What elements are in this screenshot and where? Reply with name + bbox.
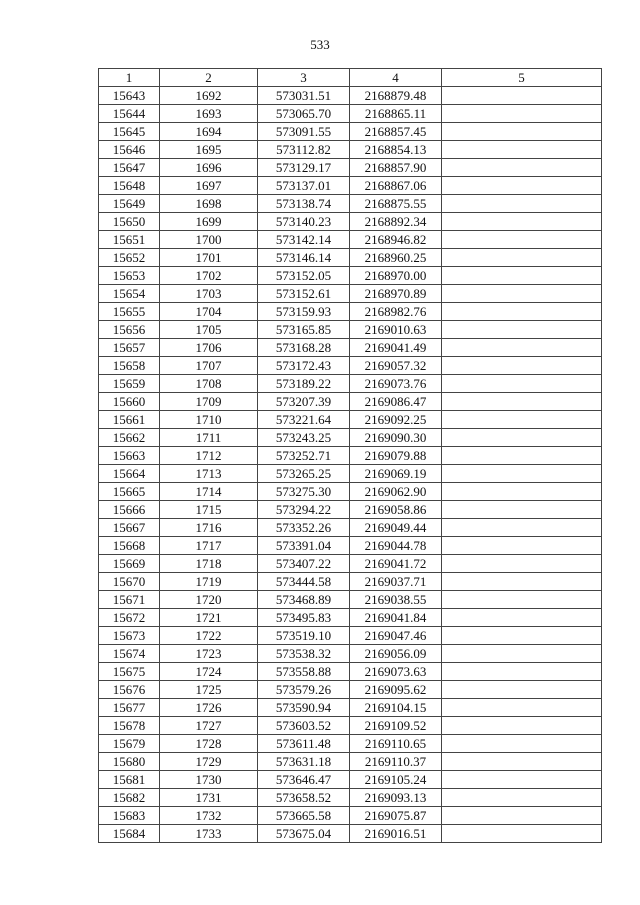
table-cell: 1733	[160, 825, 258, 843]
table-cell	[442, 483, 602, 501]
table-cell: 2169047.46	[350, 627, 442, 645]
table-cell: 2169093.13	[350, 789, 442, 807]
table-cell: 15670	[99, 573, 160, 591]
table-cell: 1709	[160, 393, 258, 411]
table-cell: 15648	[99, 177, 160, 195]
table-row	[99, 591, 602, 609]
table-cell: 1725	[160, 681, 258, 699]
table-cell	[442, 105, 602, 123]
table-row	[99, 375, 602, 393]
header-row	[99, 69, 602, 87]
table-cell: 15644	[99, 105, 160, 123]
table-cell: 15665	[99, 483, 160, 501]
table-cell: 15675	[99, 663, 160, 681]
table-cell	[442, 753, 602, 771]
table-cell: 573129.17	[258, 159, 350, 177]
table-cell: 573189.22	[258, 375, 350, 393]
table-cell: 573065.70	[258, 105, 350, 123]
table-cell: 1692	[160, 87, 258, 105]
table-row	[99, 663, 602, 681]
table-cell	[442, 591, 602, 609]
table-cell	[442, 393, 602, 411]
table-cell: 573631.18	[258, 753, 350, 771]
table-cell: 1729	[160, 753, 258, 771]
table-cell: 2169110.37	[350, 753, 442, 771]
table-cell: 2169090.30	[350, 429, 442, 447]
table-cell: 573294.22	[258, 501, 350, 519]
table-cell	[442, 231, 602, 249]
table-cell: 1711	[160, 429, 258, 447]
table-body	[99, 87, 602, 843]
table-cell: 2169105.24	[350, 771, 442, 789]
table-cell	[442, 177, 602, 195]
table-cell: 15660	[99, 393, 160, 411]
table-cell	[442, 213, 602, 231]
table-cell: 2169110.65	[350, 735, 442, 753]
table-cell: 1719	[160, 573, 258, 591]
table-cell: 1715	[160, 501, 258, 519]
table-cell: 573112.82	[258, 141, 350, 159]
table-cell: 1718	[160, 555, 258, 573]
table-cell	[442, 627, 602, 645]
table-cell: 15678	[99, 717, 160, 735]
table-cell: 2169092.25	[350, 411, 442, 429]
table-cell: 573152.61	[258, 285, 350, 303]
table-cell: 2168946.82	[350, 231, 442, 249]
table-cell: 2168982.76	[350, 303, 442, 321]
table-cell: 15651	[99, 231, 160, 249]
table-cell: 1693	[160, 105, 258, 123]
table-cell: 1710	[160, 411, 258, 429]
table-cell: 573407.22	[258, 555, 350, 573]
table-cell: 15662	[99, 429, 160, 447]
table-cell: 2168970.89	[350, 285, 442, 303]
table-cell: 15680	[99, 753, 160, 771]
table-cell	[442, 825, 602, 843]
table-cell: 1708	[160, 375, 258, 393]
table-cell: 15673	[99, 627, 160, 645]
table-cell	[442, 537, 602, 555]
table-cell: 15677	[99, 699, 160, 717]
table-cell: 15645	[99, 123, 160, 141]
table-row	[99, 537, 602, 555]
table-row	[99, 771, 602, 789]
table-cell: 2169038.55	[350, 591, 442, 609]
table-cell	[442, 195, 602, 213]
table-cell: 573142.14	[258, 231, 350, 249]
table-cell: 573646.47	[258, 771, 350, 789]
table-cell	[442, 339, 602, 357]
table-cell: 1698	[160, 195, 258, 213]
table-row	[99, 123, 602, 141]
table-cell: 2168875.55	[350, 195, 442, 213]
table-cell: 573603.52	[258, 717, 350, 735]
column-header: 3	[258, 69, 350, 87]
table-cell: 1697	[160, 177, 258, 195]
table-cell: 573031.51	[258, 87, 350, 105]
table-row	[99, 105, 602, 123]
table-cell: 15669	[99, 555, 160, 573]
table-cell: 15652	[99, 249, 160, 267]
table-row	[99, 573, 602, 591]
table-cell: 1727	[160, 717, 258, 735]
table-row	[99, 735, 602, 753]
table-cell	[442, 663, 602, 681]
table-cell	[442, 645, 602, 663]
page-number: 533	[310, 37, 330, 52]
table-cell: 2169086.47	[350, 393, 442, 411]
table-cell: 1713	[160, 465, 258, 483]
table-cell: 2169104.15	[350, 699, 442, 717]
table-row	[99, 285, 602, 303]
table-cell: 573352.26	[258, 519, 350, 537]
table-row	[99, 303, 602, 321]
table-cell: 573391.04	[258, 537, 350, 555]
column-header: 4	[350, 69, 442, 87]
table-cell: 573265.25	[258, 465, 350, 483]
table-cell: 573091.55	[258, 123, 350, 141]
table-cell: 1696	[160, 159, 258, 177]
table-row	[99, 231, 602, 249]
table-cell: 573152.05	[258, 267, 350, 285]
table-row	[99, 519, 602, 537]
table-cell	[442, 375, 602, 393]
table-row	[99, 321, 602, 339]
table-cell: 15654	[99, 285, 160, 303]
table-cell: 573468.89	[258, 591, 350, 609]
table-cell	[442, 159, 602, 177]
table-cell: 1726	[160, 699, 258, 717]
table-cell: 2169073.63	[350, 663, 442, 681]
table-row	[99, 429, 602, 447]
table-cell: 15667	[99, 519, 160, 537]
table-row	[99, 807, 602, 825]
table-row	[99, 159, 602, 177]
table-cell	[442, 249, 602, 267]
table-cell: 2169075.87	[350, 807, 442, 825]
table-cell: 1707	[160, 357, 258, 375]
table-cell: 573137.01	[258, 177, 350, 195]
table-cell: 15676	[99, 681, 160, 699]
table-cell: 573579.26	[258, 681, 350, 699]
table-row	[99, 645, 602, 663]
table-cell: 573675.04	[258, 825, 350, 843]
table-cell: 2169016.51	[350, 825, 442, 843]
table-cell	[442, 735, 602, 753]
table-cell	[442, 699, 602, 717]
table-cell: 2168865.11	[350, 105, 442, 123]
table-cell: 573558.88	[258, 663, 350, 681]
table-cell	[442, 87, 602, 105]
table-cell	[442, 807, 602, 825]
table-cell: 573665.58	[258, 807, 350, 825]
table-cell: 573159.93	[258, 303, 350, 321]
table-cell: 573207.39	[258, 393, 350, 411]
table-cell: 2168854.13	[350, 141, 442, 159]
table-cell: 1731	[160, 789, 258, 807]
table-cell: 2169079.88	[350, 447, 442, 465]
table-cell: 1701	[160, 249, 258, 267]
table-cell: 2169041.84	[350, 609, 442, 627]
table-cell: 1699	[160, 213, 258, 231]
table-cell: 15674	[99, 645, 160, 663]
table-cell	[442, 771, 602, 789]
table-cell: 573444.58	[258, 573, 350, 591]
table-cell	[442, 447, 602, 465]
table-cell: 573252.71	[258, 447, 350, 465]
table-cell: 2169058.86	[350, 501, 442, 519]
table-cell: 1704	[160, 303, 258, 321]
table-cell: 15671	[99, 591, 160, 609]
table-cell	[442, 429, 602, 447]
table-cell: 573138.74	[258, 195, 350, 213]
table-cell: 2169041.49	[350, 339, 442, 357]
table-row	[99, 681, 602, 699]
table-cell: 1720	[160, 591, 258, 609]
table-cell: 2169037.71	[350, 573, 442, 591]
table-cell: 2168892.34	[350, 213, 442, 231]
table-cell: 15684	[99, 825, 160, 843]
table-cell: 1723	[160, 645, 258, 663]
column-header: 2	[160, 69, 258, 87]
table-cell: 15681	[99, 771, 160, 789]
table-cell: 2168857.90	[350, 159, 442, 177]
table-cell: 573168.28	[258, 339, 350, 357]
table-row	[99, 627, 602, 645]
table-row	[99, 357, 602, 375]
table-row	[99, 393, 602, 411]
table-row	[99, 465, 602, 483]
table-cell: 2169109.52	[350, 717, 442, 735]
table-cell: 15672	[99, 609, 160, 627]
table-row	[99, 555, 602, 573]
table-cell: 573140.23	[258, 213, 350, 231]
table-cell: 1706	[160, 339, 258, 357]
table-cell: 15656	[99, 321, 160, 339]
column-header: 1	[99, 69, 160, 87]
table-cell: 1712	[160, 447, 258, 465]
table-cell: 2169041.72	[350, 555, 442, 573]
table-cell: 1721	[160, 609, 258, 627]
table-cell: 2169049.44	[350, 519, 442, 537]
table-row	[99, 177, 602, 195]
table-cell: 2169044.78	[350, 537, 442, 555]
table-row	[99, 339, 602, 357]
table-row	[99, 609, 602, 627]
table-cell: 2168970.00	[350, 267, 442, 285]
table-cell	[442, 681, 602, 699]
table-cell: 2168857.45	[350, 123, 442, 141]
table-cell: 15661	[99, 411, 160, 429]
table-cell: 15679	[99, 735, 160, 753]
table-cell: 573658.52	[258, 789, 350, 807]
table-row	[99, 717, 602, 735]
table-cell: 573275.30	[258, 483, 350, 501]
table-row	[99, 447, 602, 465]
table-cell: 1730	[160, 771, 258, 789]
table-cell	[442, 465, 602, 483]
table-cell: 15683	[99, 807, 160, 825]
table-cell: 2169056.09	[350, 645, 442, 663]
table-cell	[442, 573, 602, 591]
table-cell: 2169095.62	[350, 681, 442, 699]
table-cell	[442, 303, 602, 321]
table-row	[99, 483, 602, 501]
table-row	[99, 699, 602, 717]
table-cell	[442, 789, 602, 807]
table-row	[99, 501, 602, 519]
table-cell: 15666	[99, 501, 160, 519]
table-cell: 15658	[99, 357, 160, 375]
table-cell: 15650	[99, 213, 160, 231]
table-row	[99, 411, 602, 429]
table-cell: 1714	[160, 483, 258, 501]
table-cell: 573221.64	[258, 411, 350, 429]
table-cell: 15657	[99, 339, 160, 357]
table-cell: 573172.43	[258, 357, 350, 375]
table-cell	[442, 717, 602, 735]
table-cell	[442, 555, 602, 573]
table-cell: 2169057.32	[350, 357, 442, 375]
table-cell: 2169073.76	[350, 375, 442, 393]
table-row	[99, 753, 602, 771]
table-cell: 15682	[99, 789, 160, 807]
table-cell: 1717	[160, 537, 258, 555]
table-cell: 1703	[160, 285, 258, 303]
table-cell: 573590.94	[258, 699, 350, 717]
table-cell: 15668	[99, 537, 160, 555]
table-cell: 573146.14	[258, 249, 350, 267]
table-cell	[442, 357, 602, 375]
table-cell: 573495.83	[258, 609, 350, 627]
table-cell: 15649	[99, 195, 160, 213]
table-cell: 573519.10	[258, 627, 350, 645]
column-header: 5	[442, 69, 602, 87]
table-cell: 1702	[160, 267, 258, 285]
table-cell: 1700	[160, 231, 258, 249]
table-cell	[442, 609, 602, 627]
table-cell	[442, 141, 602, 159]
table-row	[99, 825, 602, 843]
table-cell: 2168867.06	[350, 177, 442, 195]
table-cell: 1732	[160, 807, 258, 825]
table-cell: 1722	[160, 627, 258, 645]
table-cell: 15659	[99, 375, 160, 393]
table-cell	[442, 501, 602, 519]
table-cell	[442, 285, 602, 303]
table-cell: 15663	[99, 447, 160, 465]
table-cell: 573243.25	[258, 429, 350, 447]
table-row	[99, 249, 602, 267]
table-cell	[442, 267, 602, 285]
table-cell: 1705	[160, 321, 258, 339]
table-row	[99, 267, 602, 285]
table-cell: 1728	[160, 735, 258, 753]
table-cell: 573611.48	[258, 735, 350, 753]
table-cell	[442, 123, 602, 141]
table-cell: 1716	[160, 519, 258, 537]
table-row	[99, 141, 602, 159]
table-cell: 2168879.48	[350, 87, 442, 105]
table-header	[99, 69, 602, 87]
table-cell: 15646	[99, 141, 160, 159]
table-cell	[442, 321, 602, 339]
table-cell: 2169010.63	[350, 321, 442, 339]
table-cell: 573538.32	[258, 645, 350, 663]
table-cell: 15653	[99, 267, 160, 285]
table-cell: 1695	[160, 141, 258, 159]
table-cell	[442, 519, 602, 537]
table-cell: 2169062.90	[350, 483, 442, 501]
table-cell: 573165.85	[258, 321, 350, 339]
table-cell: 15647	[99, 159, 160, 177]
table-cell	[442, 411, 602, 429]
table-row	[99, 195, 602, 213]
table-cell: 15655	[99, 303, 160, 321]
table-cell: 15664	[99, 465, 160, 483]
table-cell: 2169069.19	[350, 465, 442, 483]
table-cell: 2168960.25	[350, 249, 442, 267]
coordinates-table	[98, 68, 602, 843]
table-row	[99, 789, 602, 807]
table-cell: 15643	[99, 87, 160, 105]
table-row	[99, 87, 602, 105]
table-cell: 1694	[160, 123, 258, 141]
table-cell: 1724	[160, 663, 258, 681]
table-row	[99, 213, 602, 231]
